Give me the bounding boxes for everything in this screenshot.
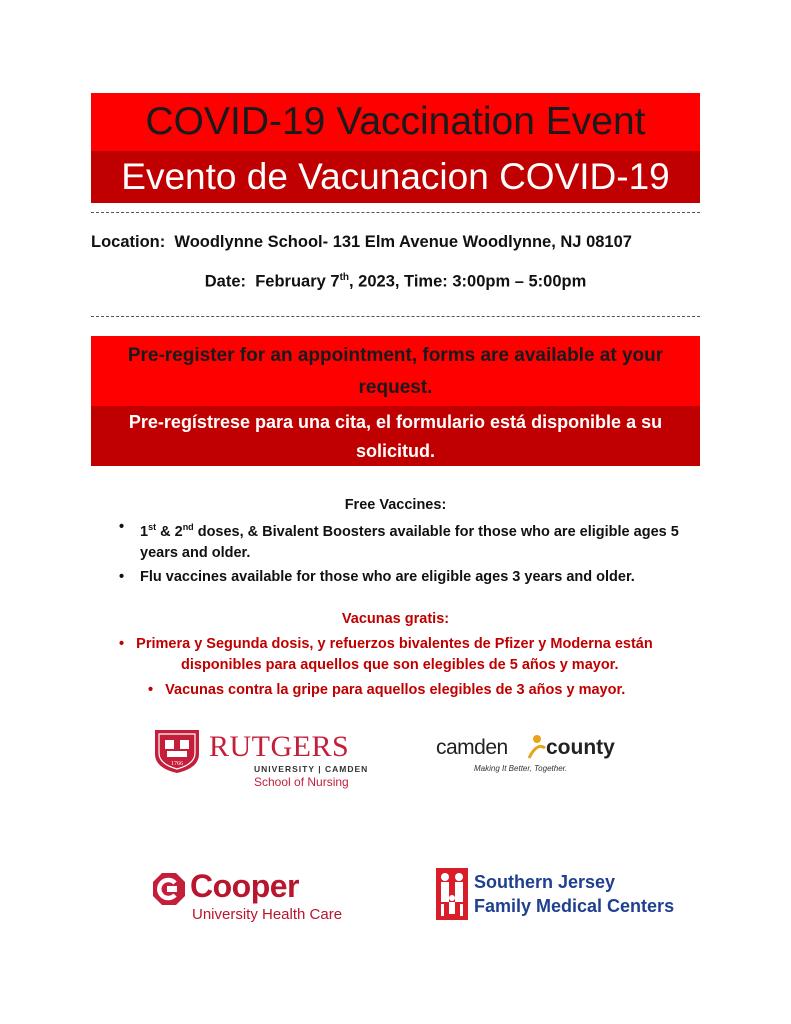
dose-description: doses, & Bivalent Boosters available for those who are eligible ages 5 years and older. bbox=[140, 523, 679, 561]
camden-tagline: Making It Better, Together. bbox=[474, 764, 568, 773]
list-item bbox=[119, 567, 700, 588]
dose-first: 1 bbox=[140, 523, 149, 540]
list-item bbox=[119, 517, 700, 564]
cooper-sub: University Health Care bbox=[192, 906, 343, 923]
cooper-name: Cooper bbox=[190, 868, 299, 904]
title-english: COVID-19 Vaccination Event bbox=[91, 93, 700, 151]
title-spanish: Evento de Vacunacion COVID-19 bbox=[91, 151, 700, 203]
family-icon bbox=[436, 868, 468, 920]
english-vaccine-list bbox=[119, 517, 700, 588]
preregister-english: Pre-register for an appointment, forms are available at your request. bbox=[91, 336, 700, 406]
date-year-time: , 2023, Time: 3:00pm – 5:00pm bbox=[349, 272, 587, 291]
cooper-logo bbox=[152, 870, 362, 928]
rutgers-name: RUTGERS bbox=[209, 730, 350, 763]
sjfmc-line2: Family Medical Centers bbox=[474, 896, 675, 916]
vacunas-gratis-heading: Vacunas gratis: bbox=[341, 611, 450, 627]
bullet-icon: • bbox=[119, 636, 125, 652]
dose-second-suffix: nd bbox=[182, 522, 194, 532]
camden-figure-icon bbox=[526, 734, 548, 762]
rutgers-school: School of Nursing bbox=[254, 775, 349, 789]
spanish-item-2-text: Vacunas contra la gripe para aquellos elegibles de 3 años y mayor. bbox=[165, 682, 626, 698]
spanish-item-1-line1: Primera y Segunda dosis, y refuerzos bivalentes de Pfizer y Moderna están bbox=[136, 636, 653, 652]
dashed-divider-bottom bbox=[91, 316, 700, 317]
location-line bbox=[91, 233, 700, 252]
camden-county-logo bbox=[436, 734, 636, 776]
rutgers-sub: UNIVERSITY | CAMDEN bbox=[254, 764, 369, 774]
dose-first-suffix: st bbox=[148, 522, 157, 532]
location-label: Location: bbox=[91, 233, 166, 251]
preregister-spanish: Pre-regístrese para una cita, el formulario está disponible a su solicitud. bbox=[91, 406, 700, 466]
date-line bbox=[91, 272, 700, 292]
preregister-banner bbox=[91, 336, 700, 466]
rutgers-logo bbox=[153, 728, 373, 792]
cooper-emblem-icon bbox=[152, 872, 186, 906]
sjfmc-logo bbox=[436, 868, 676, 924]
location-value: Woodlynne School- 131 Elm Avenue Woodlynne, NJ 08107 bbox=[174, 233, 632, 251]
bullet-icon: • bbox=[148, 682, 154, 698]
date-label: Date: bbox=[204, 272, 247, 291]
bullet-icon: • bbox=[119, 519, 125, 535]
svg-text:1766: 1766 bbox=[171, 761, 183, 767]
camden-text: camden bbox=[436, 736, 508, 759]
sjfmc-line1: Southern Jersey bbox=[474, 872, 616, 892]
title-banner bbox=[91, 93, 700, 203]
dose-second: & 2 bbox=[156, 523, 183, 540]
bullet-icon: • bbox=[119, 568, 125, 585]
flu-description: Flu vaccines available for those who are eligible ages 3 years and older. bbox=[140, 568, 635, 585]
date-month-day: February 7 bbox=[255, 272, 340, 291]
spanish-item-1-line2: disponibles para aquellos que son elegibles de 5 años y mayor. bbox=[181, 657, 619, 673]
spanish-item-1 bbox=[119, 634, 709, 676]
rutgers-seal-icon bbox=[153, 728, 201, 774]
date-suffix: th bbox=[339, 272, 350, 283]
free-vaccines-heading: Free Vaccines: bbox=[344, 497, 447, 513]
county-text: county bbox=[546, 736, 615, 759]
spanish-item-2 bbox=[148, 680, 708, 701]
dashed-divider-top bbox=[91, 212, 700, 213]
